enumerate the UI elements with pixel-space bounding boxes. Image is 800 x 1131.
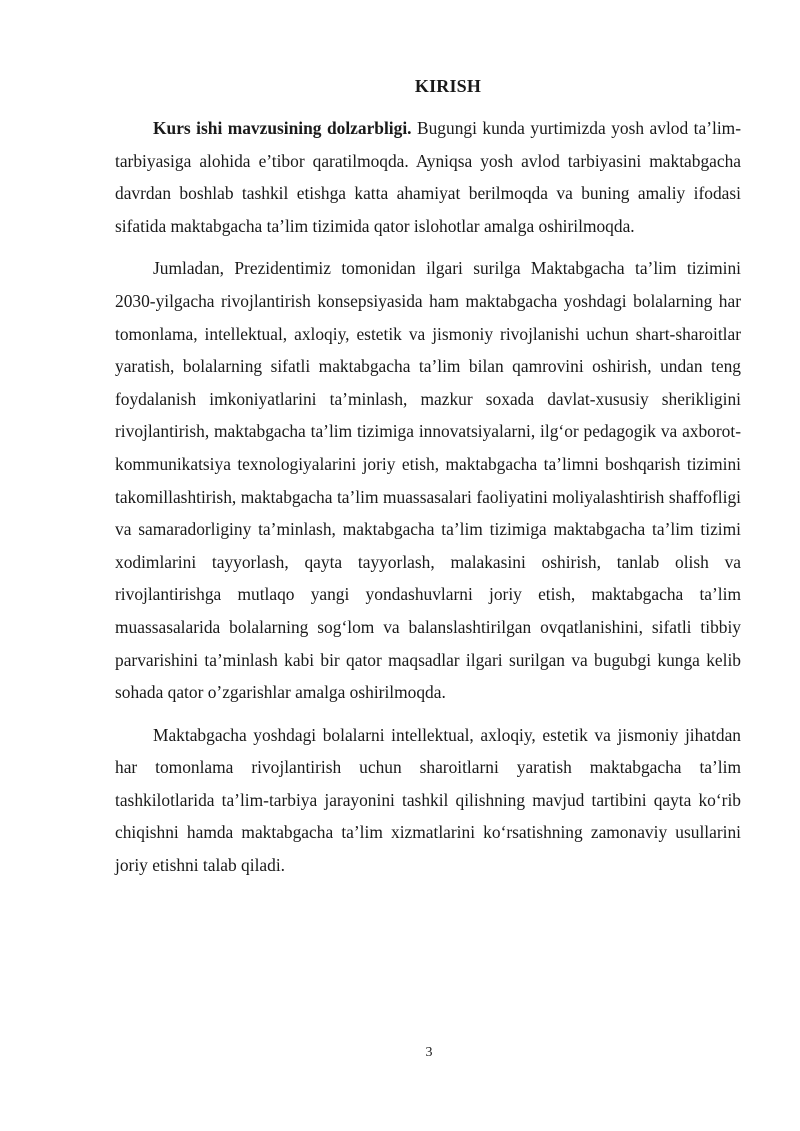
- body-text: [115, 112, 741, 892]
- section-heading: KIRISH: [414, 76, 482, 96]
- paragraph-1: [115, 112, 741, 242]
- paragraph-1-text: Bugungi kunda yurtimizda yosh avlod ta’lim-tarbiyasiga alohida e’tibor qaratilmoqda. Ayniqsa yosh avlod tarbiyasini maktabgacha davrdan boshlab tashkil etishga katta ahamiyat berilmoqda va buning amaliy ifodasi sifatida maktabgacha ta’lim tizimida qator islohotlar amalga oshirilmoqda.: [115, 118, 741, 236]
- paragraph-1-bold-lead: Kurs ishi mavzusining dolzarbligi.: [153, 118, 412, 138]
- page-number: 3: [425, 1045, 433, 1060]
- paragraph-3: Maktabgacha yoshdagi bolalarni intellektual, axloqiy, estetik va jismoniy jihatdan har tomonlama rivojlantirish uchun sharoitlarni yaratish maktabgacha ta’lim tashkilotlarida ta’lim-tarbiya jarayonini tashkil qilishning mavjud tartibini qayta ko‘rib chiqishni hamda maktabgacha ta’lim xizmatlarini ko‘rsatishning zamonaviy usullarini joriy etishni talab qiladi.: [115, 724, 741, 876]
- paragraph-2: Jumladan, Prezidentimiz tomonidan ilgari surilga Maktabgacha ta’lim tizimini 2030-yilgacha rivojlantirish konsepsiyasida ham maktabgacha yoshdagi bolalarning har tomonlama, intellektual, axloqiy, estetik va jismoniy rivojlanishi uchun shart-sharoitlar yaratish, bolalarning sifatli maktabgacha ta’lim bilan qamrovini oshirish, undan teng foydalanish imkoniyatlarini ta’minlash, mazkur soxada davlat-xususiy sherikligini rivojlantirish, maktabgacha ta’lim tizimiga innovatsiyalarni, ilg‘or pedagogik va axborot-kommunikatsiya texnologiyalarini joriy etish, maktabgacha ta’limni boshqarish tizimini takomillashtirish, maktabgacha ta’lim muassasalari faoliyatini moliyalashtirish shaffofligi va samaradorliginy ta’minlash, maktabgacha ta’lim tizimiga maktabgacha ta’lim tizimi xodimlarini tayyorlash, qayta tayyorlash, malakasini oshirish, tanlab olish va rivojlantirishga mutlaqo yangi yondashuvlarni joriy etish, maktabgacha ta’lim muassasalarida bolalarning sog‘lom va balanslashtirilgan ovqatlanishini, sifatli tibbiy parvarishini ta’minlash kabi bir qator maqsadlar ilgari surilgan va bugubgi kunga kelib sohada qator o’zgarishlar amalga oshirilmoqda.: [115, 258, 741, 703]
